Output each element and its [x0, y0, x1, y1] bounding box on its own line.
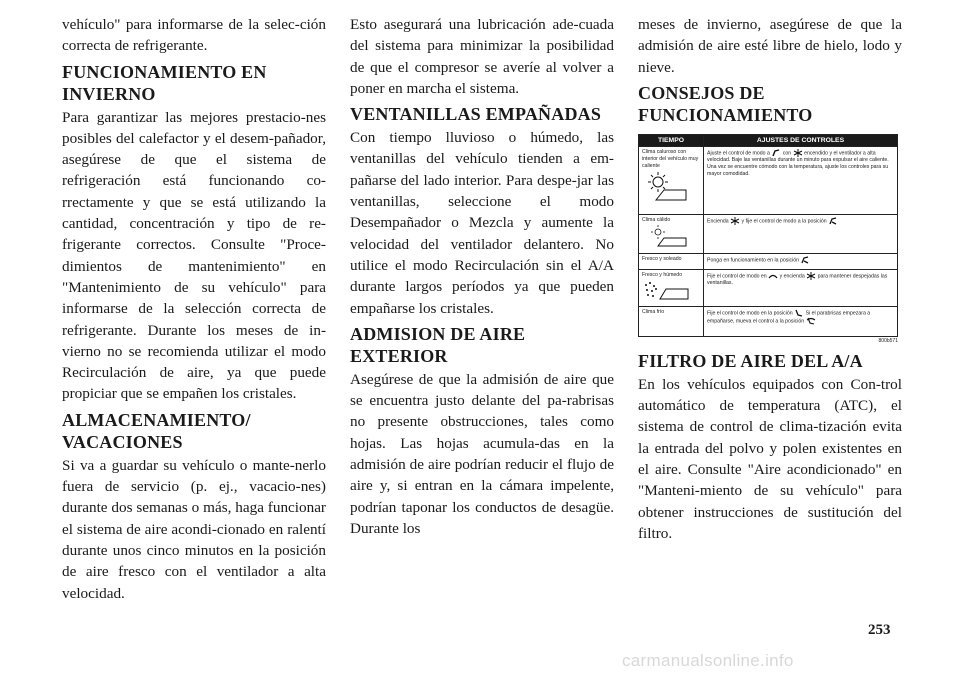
weather-label: Clima cálido [642, 216, 671, 223]
weather-label: Fresco y húmedo [642, 271, 683, 278]
body-paragraph: Para garantizar las mejores prestacio-nes posibles del calefactor y el desem-pañador, asegúrese de que el sistema de refrigeración está funcionando co-rrectamente y que se está utilizando la cantidad, concentración y tipo de re-frigerante correctos. Consulte "Proce-dimientos de mantenimiento" en "Mantenimiento de su vehículo" para informarse de la selección correcta de refrigerante. Durante los meses de in-vierno no se recomienda utilizar el modo Recirculación de aire, ya que puede propiciar que se empañen los cristales. [62, 108, 326, 403]
body-paragraph: Esto asegurará una lubricación ade-cuada del sistema para minimizar la posibilidad de que el compresor se averíe al volver a poner en marcha el sistema. [350, 16, 614, 97]
table-row: Clima cálido Encienda y fije el control de modo a la posición [639, 214, 898, 253]
defrost-mode-icon [768, 272, 778, 280]
weather-label: Fresco y soleado [642, 255, 682, 262]
column-middle [350, 14, 614, 539]
windshield-icon [656, 190, 686, 200]
floor-mode-icon [794, 309, 804, 317]
table-row: Clima frío Fije el control de modo en la posición Si el parabrisas empezara a empañarse, mueva el control a la posición [639, 306, 898, 336]
sun-icon [642, 224, 690, 248]
rain-icon [642, 279, 690, 301]
operating-tips-table [638, 134, 898, 337]
section-heading-storage: ALMACENAMIENTO/ VACACIONES [62, 409, 251, 452]
ac-snowflake-icon [730, 217, 740, 225]
table-row: Fresco y húmedo Fije el control de modo en y encienda para mantener despejadas las ventanillas. [639, 269, 898, 306]
sun-icon [642, 170, 690, 204]
weather-label: Clima frío [642, 308, 665, 315]
table-header-settings: AJUSTES DE CONTROLES [704, 134, 898, 146]
body-paragraph: Asegúrese de que la admisión de aire que se encuentra justo delante del pa-rabrisas no presente obstrucciones, tales como hojas. Las hojas acumula-das en la admisión de aire podrían reducir el flujo de aire y, si entran en la cámara impelente, podrían taponar los conductos de desagüe. Durante los [350, 370, 614, 537]
bilevel-mode-icon [800, 256, 810, 264]
section-heading-outside-air: ADMISION DE AIRE EXTERIOR [350, 323, 526, 366]
column-right [638, 14, 902, 544]
figure-code: 800b571 [878, 337, 898, 344]
bilevel-mode-icon [828, 217, 838, 225]
column-left [62, 14, 326, 604]
table-row: Fresco y soleado Ponga en funcionamiento en la posición [639, 253, 898, 269]
ac-snowflake-icon [806, 272, 816, 280]
windshield-icon [658, 238, 686, 246]
body-paragraph: vehículo" para informarse de la selec-ción correcta de refrigerante. [62, 16, 326, 55]
table-header-weather: TIEMPO [639, 134, 704, 146]
weather-label: Clima caluroso con interior del vehículo muy caliente [642, 148, 699, 169]
windshield-icon [660, 289, 688, 299]
watermark: carmanualsonline.info [622, 651, 794, 670]
panel-mode-icon [771, 149, 781, 157]
section-heading-ac-filter: FILTRO DE AIRE DEL A/A [638, 350, 863, 371]
section-heading-fogged-windows: VENTANILLAS EMPAÑADAS [350, 104, 602, 125]
body-paragraph: Si va a guardar su vehículo o mante-nerlo fuera de servicio (p. ej., vacacio-nes) durante dos semanas o más, haga funcionar el sistema de aire acondi-cionado en ralentí durante unos cinco minutos en la posición de aire fresco con el ventilador a alta velocidad. [62, 456, 326, 602]
table-row: Clima caluroso con interior del vehículo muy caliente Ajuste el control de modo a con encendido y el ventilador a alta velocidad. Baje las ventanillas durante un minuto para expulsar el aire caliente. Una vez se encuentre cómodo con la temperatura, ajuste los controles para su mayor comodidad. [639, 146, 898, 214]
section-heading-winter: FUNCIONAMIENTO EN INVIERNO [62, 61, 267, 104]
page-number: 253 [868, 622, 891, 638]
ac-snowflake-icon [793, 149, 803, 157]
body-paragraph: meses de invierno, asegúrese de que la admisión de aire esté libre de hielo, lodo y nieve. [638, 16, 902, 76]
body-paragraph: Con tiempo lluvioso o húmedo, las ventanillas del vehículo tienden a em-pañarse del lado interior. Para despe-jar las ventanillas, seleccione el modo Desempañador o Mezcla y aumente la velocidad del ventilador delantero. No utilice el modo Recirculación sin el A/A durante largos períodos ya que pueden empañarse los cristales. [350, 129, 614, 317]
mix-mode-icon [806, 317, 816, 325]
body-paragraph: En los vehículos equipados con Con-trol automático de temperatura (ATC), el sistema de control de clima-tización evita la entrada del polvo y polen existentes en el aire. Consulte "Aire acondicionado" en "Manteni-miento de su vehículo" para obtener instrucciones de sustitución del filtro. [638, 375, 902, 542]
section-heading-operating-tips: CONSEJOS DE FUNCIONAMIENTO [638, 82, 813, 125]
